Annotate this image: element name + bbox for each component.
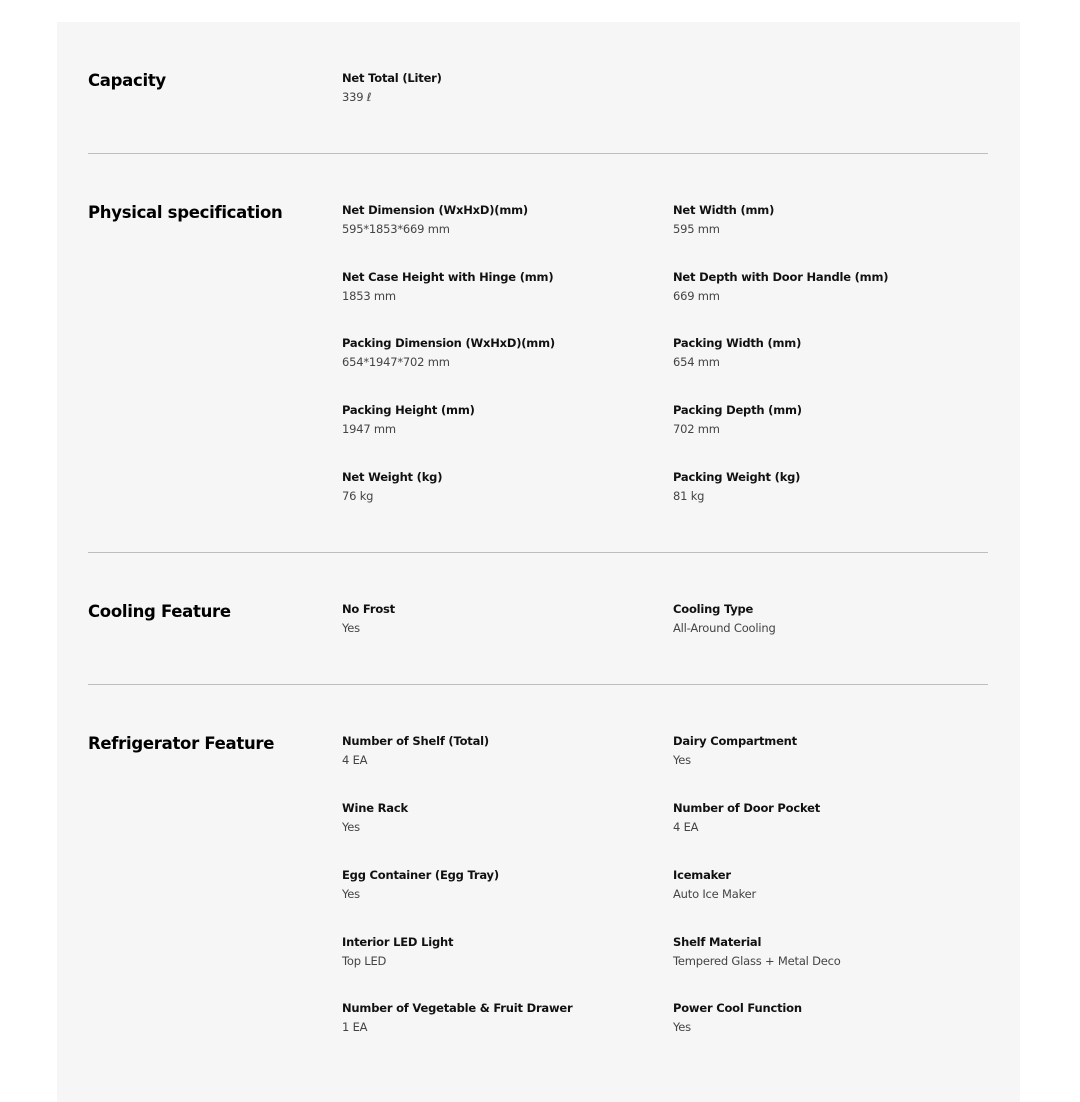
spec-no-frost <box>342 602 652 635</box>
spec-value: 81 kg <box>673 489 705 503</box>
spec-value: 702 mm <box>673 422 720 436</box>
spec-label: Net Dimension (WxHxD)(mm) <box>342 203 528 217</box>
spec-label: Egg Container (Egg Tray) <box>342 868 499 882</box>
section-divider <box>88 552 988 553</box>
spec-net-width <box>673 203 983 236</box>
spec-label: Packing Width (mm) <box>673 336 802 350</box>
spec-packing-height <box>342 403 652 436</box>
spec-interior-led-light <box>342 935 652 968</box>
spec-packing-depth <box>673 403 983 436</box>
section-divider <box>88 684 988 685</box>
spec-egg-container <box>342 868 652 901</box>
section-divider <box>88 153 988 154</box>
spec-label: Net Depth with Door Handle (mm) <box>673 270 889 284</box>
spec-value: 1 EA <box>342 1020 368 1034</box>
section-title: Capacity <box>88 71 166 90</box>
spec-value: All-Around Cooling <box>673 621 776 635</box>
spec-value: 4 EA <box>673 820 699 834</box>
spec-label: Number of Shelf (Total) <box>342 734 489 748</box>
spec-wine-rack <box>342 801 652 834</box>
spec-value: Tempered Glass + Metal Deco <box>673 954 841 968</box>
spec-value: 1853 mm <box>342 289 396 303</box>
spec-vegetable-fruit-drawer <box>342 1001 652 1034</box>
spec-value: Yes <box>342 820 360 834</box>
spec-value: Auto Ice Maker <box>673 887 757 901</box>
specs-panel <box>57 22 1020 1102</box>
spec-packing-weight <box>673 470 983 503</box>
spec-label: Number of Vegetable & Fruit Drawer <box>342 1001 573 1015</box>
spec-label: Packing Height (mm) <box>342 403 475 417</box>
spec-shelf-material <box>673 935 983 968</box>
spec-label: Net Case Height with Hinge (mm) <box>342 270 554 284</box>
spec-number-of-door-pocket <box>673 801 983 834</box>
spec-icemaker <box>673 868 983 901</box>
spec-value: Yes <box>342 621 360 635</box>
spec-label: Interior LED Light <box>342 935 454 949</box>
spec-label: Packing Dimension (WxHxD)(mm) <box>342 336 555 350</box>
spec-net-dimension <box>342 203 652 236</box>
spec-value: Yes <box>673 1020 691 1034</box>
spec-value: 4 EA <box>342 753 368 767</box>
spec-value: 669 mm <box>673 289 720 303</box>
spec-label: Power Cool Function <box>673 1001 802 1015</box>
section-title: Cooling Feature <box>88 602 231 621</box>
spec-label: Icemaker <box>673 868 731 882</box>
spec-net-case-height <box>342 270 652 303</box>
spec-net-depth <box>673 270 983 303</box>
spec-label: Shelf Material <box>673 935 762 949</box>
spec-net-total <box>342 71 652 104</box>
spec-label: No Frost <box>342 602 395 616</box>
section-title: Refrigerator Feature <box>88 734 275 753</box>
spec-label: Packing Weight (kg) <box>673 470 801 484</box>
spec-label: Number of Door Pocket <box>673 801 821 815</box>
spec-label: Cooling Type <box>673 602 754 616</box>
spec-packing-dimension <box>342 336 652 369</box>
spec-label: Net Total (Liter) <box>342 71 442 85</box>
spec-value: Yes <box>342 887 360 901</box>
spec-label: Packing Depth (mm) <box>673 403 802 417</box>
spec-net-weight <box>342 470 652 503</box>
spec-value: 339 ℓ <box>342 90 372 104</box>
spec-label: Dairy Compartment <box>673 734 797 748</box>
spec-value: Yes <box>673 753 691 767</box>
spec-number-of-shelf <box>342 734 652 767</box>
spec-cooling-type <box>673 602 983 635</box>
spec-label: Wine Rack <box>342 801 408 815</box>
spec-value: 654 mm <box>673 355 720 369</box>
section-title: Physical specification <box>88 203 283 222</box>
spec-dairy-compartment <box>673 734 983 767</box>
spec-value: 595 mm <box>673 222 720 236</box>
spec-value: Top LED <box>342 954 387 968</box>
spec-value: 1947 mm <box>342 422 396 436</box>
spec-value: 595*1853*669 mm <box>342 222 450 236</box>
spec-value: 654*1947*702 mm <box>342 355 450 369</box>
spec-power-cool-function <box>673 1001 983 1034</box>
spec-label: Net Width (mm) <box>673 203 775 217</box>
spec-value: 76 kg <box>342 489 374 503</box>
spec-label: Net Weight (kg) <box>342 470 443 484</box>
spec-packing-width <box>673 336 983 369</box>
